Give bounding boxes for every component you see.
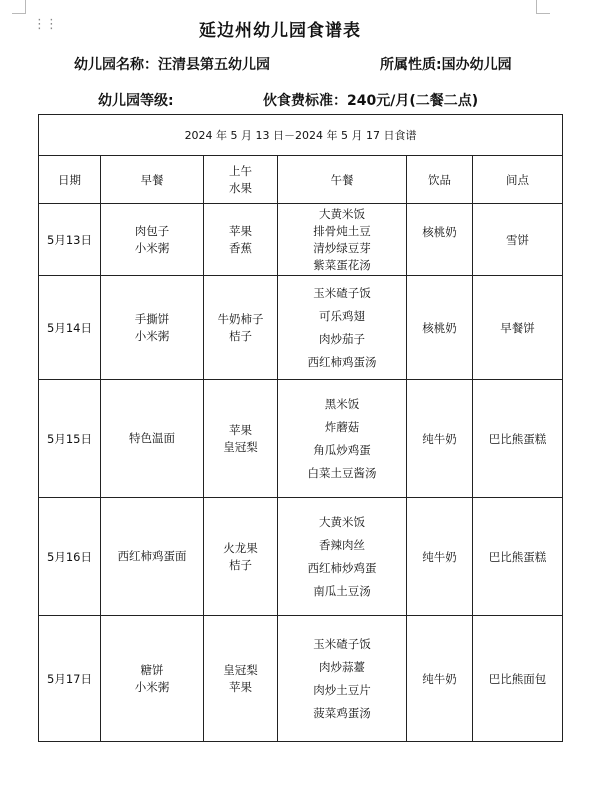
row-date: 5月17日 [39, 616, 101, 742]
header-lunch: 午餐 [278, 156, 407, 204]
row-drink: 纯牛奶 [407, 498, 473, 616]
menu-table [38, 114, 563, 742]
drag-handle-icon[interactable]: ⋮⋮ [33, 17, 57, 32]
row-drink: 核桃奶 [407, 276, 473, 380]
header-row [39, 156, 563, 204]
row-fruit: 牛奶柿子 桔子 [204, 276, 278, 380]
row-fruit: 苹果 皇冠梨 [204, 380, 278, 498]
kindergarten-level: 幼儿园等级: [98, 93, 174, 109]
header-breakfast: 早餐 [101, 156, 204, 204]
row-lunch: 大黄米饭 排骨炖土豆 清炒绿豆芽 紫菜蛋花汤 [278, 204, 407, 276]
kindergarten-nature: 所属性质:国办幼儿园 [380, 57, 512, 73]
document-title: 延边州幼儿园食谱表 [199, 21, 361, 41]
meal-fee-standard: 伙食费标准：240元/月(二餐二点) [263, 93, 479, 109]
row-breakfast: 糖饼 小米粥 [101, 616, 204, 742]
table-row [39, 276, 563, 380]
row-snack: 巴比熊蛋糕 [473, 498, 563, 616]
row-lunch: 大黄米饭 香辣肉丝 西红柿炒鸡蛋 南瓜土豆汤 [278, 498, 407, 616]
header-fruit: 上午 水果 [204, 156, 278, 204]
row-drink: 纯牛奶 [407, 380, 473, 498]
row-breakfast: 手撕饼 小米粥 [101, 276, 204, 380]
page-corner-mark [536, 0, 550, 14]
header-drink: 饮品 [407, 156, 473, 204]
row-snack: 巴比熊蛋糕 [473, 380, 563, 498]
row-drink: 核桃奶 [407, 204, 473, 276]
row-fruit: 火龙果 桔子 [204, 498, 278, 616]
row-fruit: 皇冠梨 苹果 [204, 616, 278, 742]
header-snack: 间点 [473, 156, 563, 204]
row-lunch: 玉米碴子饭 可乐鸡翅 肉炒茄子 西红柿鸡蛋汤 [278, 276, 407, 380]
kindergarten-name: 幼儿园名称：汪清县第五幼儿园 [74, 57, 270, 73]
row-breakfast: 特色温面 [101, 380, 204, 498]
row-date: 5月15日 [39, 380, 101, 498]
table-row [39, 616, 563, 742]
menu-period: 2024 年 5 月 13 日－2024 年 5 月 17 日食谱 [39, 115, 563, 156]
row-date: 5月16日 [39, 498, 101, 616]
row-snack: 巴比熊面包 [473, 616, 563, 742]
row-lunch: 黑米饭 炸蘑菇 角瓜炒鸡蛋 白菜土豆酱汤 [278, 380, 407, 498]
row-fruit: 苹果 香蕉 [204, 204, 278, 276]
row-lunch: 玉米碴子饭 肉炒蒜薹 肉炒土豆片 菠菜鸡蛋汤 [278, 616, 407, 742]
row-breakfast: 肉包子 小米粥 [101, 204, 204, 276]
page-corner-mark [12, 0, 26, 14]
row-drink: 纯牛奶 [407, 616, 473, 742]
row-snack: 早餐饼 [473, 276, 563, 380]
row-date: 5月13日 [39, 204, 101, 276]
table-row [39, 380, 563, 498]
header-date: 日期 [39, 156, 101, 204]
table-row [39, 204, 563, 276]
row-date: 5月14日 [39, 276, 101, 380]
row-breakfast: 西红柿鸡蛋面 [101, 498, 204, 616]
row-snack: 雪饼 [473, 204, 563, 276]
table-row [39, 498, 563, 616]
